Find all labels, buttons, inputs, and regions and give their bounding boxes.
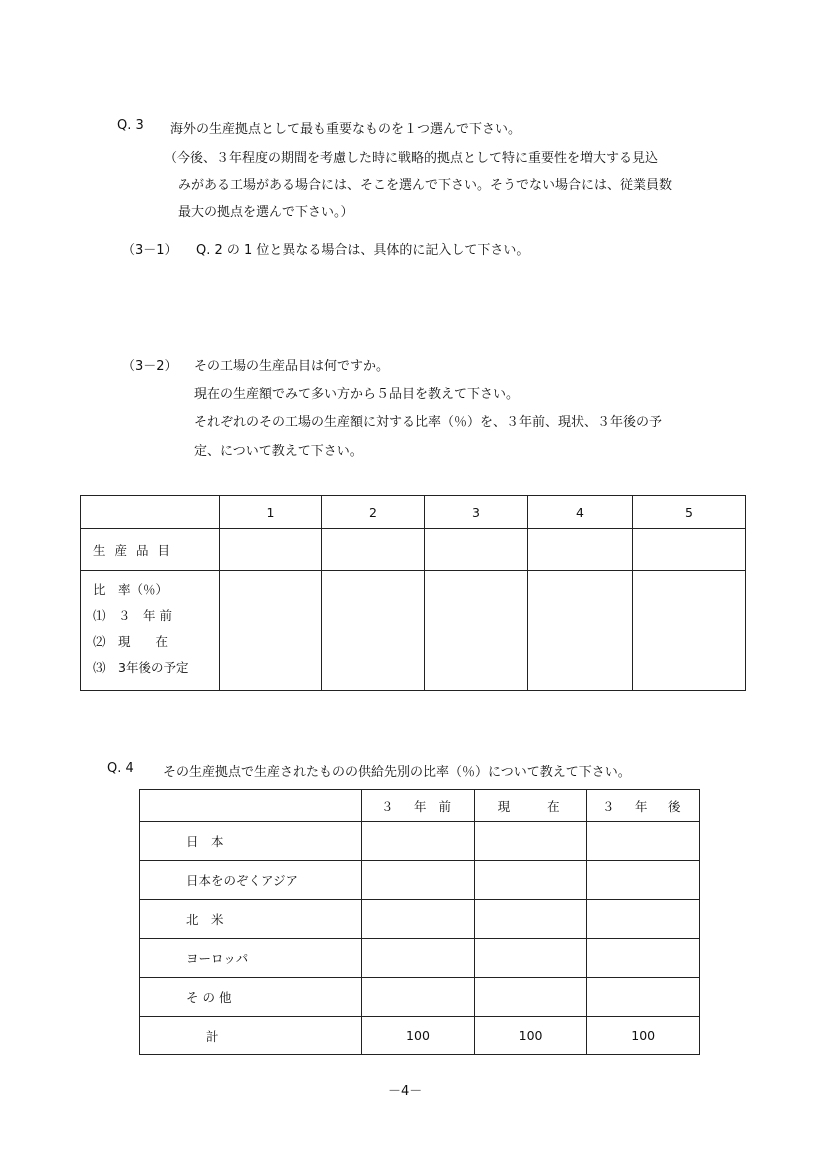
header-current: 現 在 <box>474 790 587 822</box>
other-3yr-later-input[interactable] <box>587 978 700 1017</box>
column-header-3: 3 <box>425 496 528 529</box>
product-input-3[interactable] <box>425 529 528 571</box>
row-label-europe: ヨーロッパ <box>140 939 362 978</box>
sub2-line-3: それぞれのその工場の生産額に対する比率（％）を、３年前、現状、３年後の予 <box>194 415 663 430</box>
row-label-north-america: 北 米 <box>140 900 362 939</box>
table-row <box>140 939 700 978</box>
sub1-number: （3－1） <box>122 243 178 258</box>
column-header-4: 4 <box>528 496 633 529</box>
q3-note-line-3: 最大の拠点を選んで下さい。） <box>178 205 354 220</box>
header-3yr-ago: ３ 年 前 <box>362 790 475 822</box>
table-row <box>140 900 700 939</box>
sub1-text: Q. 2 の 1 位と異なる場合は、具体的に記入して下さい。 <box>196 243 530 258</box>
total-3yr-later: 100 <box>587 1017 700 1055</box>
total-3yr-ago: 100 <box>362 1017 475 1055</box>
japan-current-input[interactable] <box>474 822 587 861</box>
ratio-label-current: ⑵ 現 在 <box>93 634 169 649</box>
europe-3yr-later-input[interactable] <box>587 939 700 978</box>
other-3yr-ago-input[interactable] <box>362 978 475 1017</box>
destination-table-header-row <box>140 790 700 822</box>
q4-question: その生産拠点で生産されたものの供給先別の比率（％）について教えて下さい。 <box>163 765 631 780</box>
product-table <box>80 495 746 691</box>
row-label-asia: 日本をのぞくアジア <box>140 861 362 900</box>
q3-question: 海外の生産拠点として最も重要なものを１つ選んで下さい。 <box>170 122 522 137</box>
japan-3yr-ago-input[interactable] <box>362 822 475 861</box>
ratio-label-3yr-plan: ⑶ 3年後の予定 <box>93 660 189 675</box>
product-input-4[interactable] <box>528 529 633 571</box>
column-header-5: 5 <box>633 496 746 529</box>
ratio-input-1[interactable] <box>220 571 322 691</box>
na-current-input[interactable] <box>474 900 587 939</box>
ratio-row-label <box>81 571 220 691</box>
table-row <box>140 861 700 900</box>
europe-current-input[interactable] <box>474 939 587 978</box>
na-3yr-later-input[interactable] <box>587 900 700 939</box>
product-table-corner <box>81 496 220 529</box>
row-label-other: そ の 他 <box>140 978 362 1017</box>
product-input-1[interactable] <box>220 529 322 571</box>
table-row <box>140 978 700 1017</box>
q3-number: Q. 3 <box>117 118 144 133</box>
other-current-input[interactable] <box>474 978 587 1017</box>
q3-note-line-1: （今後、３年程度の期間を考慮した時に戦略的拠点として特に重要性を増大する見込 <box>164 151 659 166</box>
europe-3yr-ago-input[interactable] <box>362 939 475 978</box>
page-number: －4－ <box>388 1084 423 1099</box>
sub2-number: （3－2） <box>122 359 178 374</box>
na-3yr-ago-input[interactable] <box>362 900 475 939</box>
sub2-line-4: 定、について教えて下さい。 <box>194 444 363 459</box>
total-current: 100 <box>474 1017 587 1055</box>
destination-table <box>139 789 700 1055</box>
q3-note-line-2: みがある工場がある場合には、そこを選んで下さい。そうでない場合には、従業員数 <box>178 178 673 193</box>
table-row <box>140 822 700 861</box>
asia-3yr-ago-input[interactable] <box>362 861 475 900</box>
ratio-input-4[interactable] <box>528 571 633 691</box>
row-label-japan: 日 本 <box>140 822 362 861</box>
product-input-2[interactable] <box>322 529 425 571</box>
ratio-input-2[interactable] <box>322 571 425 691</box>
sub2-line-1: その工場の生産品目は何ですか。 <box>194 359 390 374</box>
q4-number: Q. 4 <box>107 761 134 776</box>
ratio-input-5[interactable] <box>633 571 746 691</box>
asia-3yr-later-input[interactable] <box>587 861 700 900</box>
header-3yr-later: ３ 年 後 <box>587 790 700 822</box>
ratio-row <box>81 571 746 691</box>
ratio-label-3yr-ago: ⑴ ３ 年 前 <box>93 608 172 623</box>
column-header-1: 1 <box>220 496 322 529</box>
ratio-input-3[interactable] <box>425 571 528 691</box>
product-row-label: 生産品目 <box>81 529 220 571</box>
asia-current-input[interactable] <box>474 861 587 900</box>
column-header-2: 2 <box>322 496 425 529</box>
product-row <box>81 529 746 571</box>
sub2-line-2: 現在の生産額でみて多い方から５品目を教えて下さい。 <box>194 387 520 402</box>
ratio-label-title: 比 率（％） <box>93 582 169 597</box>
product-table-header-row <box>81 496 746 529</box>
total-row <box>140 1017 700 1055</box>
total-label: 計 <box>140 1017 362 1055</box>
product-input-5[interactable] <box>633 529 746 571</box>
destination-table-corner <box>140 790 362 822</box>
japan-3yr-later-input[interactable] <box>587 822 700 861</box>
